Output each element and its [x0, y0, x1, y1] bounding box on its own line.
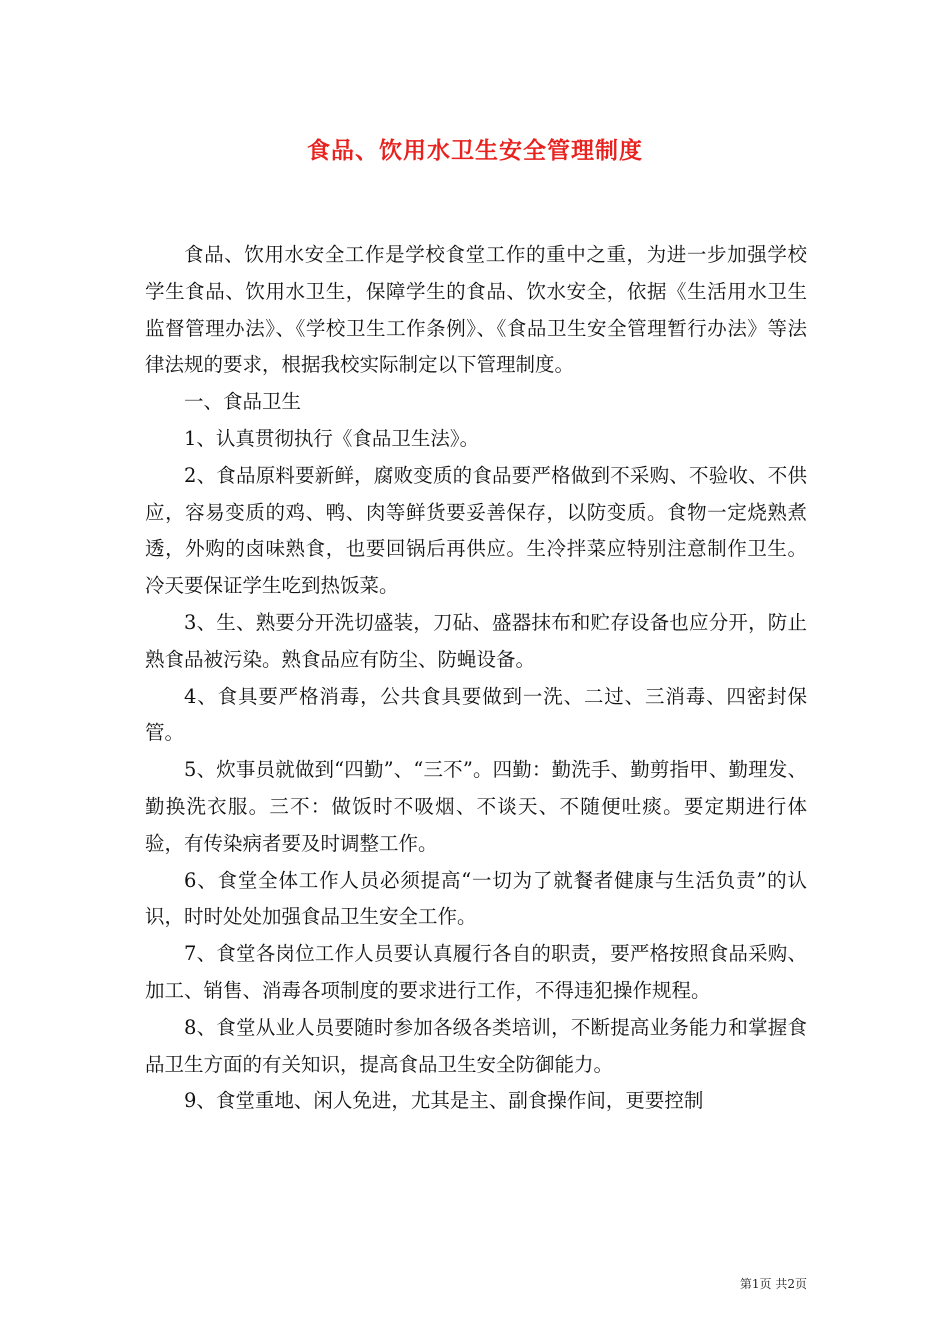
page-mid: 页 共 [759, 1277, 788, 1291]
paragraph-item-2: 2、食品原料要新鲜，腐败变质的食品要严格做到不采购、不验收、不供应，容易变质的鸡、鸭、肉等鲜货要妥善保存，以防变质。食物一定烧熟煮透，外购的卤味熟食，也要回锅后再供应。生冷拌菜应特别注意制作卫生。冷天要保证学生吃到热饭菜。 [145, 463, 807, 598]
paragraph-item-8: 8、食堂从业人员要随时参加各级各类培训，不断提高业务能力和掌握食品卫生方面的有关知识，提高食品卫生安全防御能力。 [145, 1015, 807, 1076]
page-prefix: 第 [739, 1277, 752, 1291]
document-body [145, 237, 807, 1120]
section-heading-food-hygiene: 一、食品卫生 [184, 390, 302, 414]
page-number-footer [660, 1276, 807, 1292]
paragraph-item-1: 1、认真贯彻执行《食品卫生法》。 [184, 426, 480, 450]
paragraph-intro: 食品、饮用水安全工作是学校食堂工作的重中之重，为进一步加强学校学生食品、饮用水卫生，保障学生的食品、饮水安全，依据《生活用水卫生监督管理办法》、《学校卫生工作条例》、《食品卫生安全管理暂行办法》等法律法规的要求，根据我校实际制定以下管理制度。 [145, 243, 807, 377]
paragraph-item-6: 6、食堂全体工作人员必须提高“一切为了就餐者健康与生活负责”的认识，时时处处加强食品卫生安全工作。 [145, 868, 807, 929]
paragraph-item-4: 4、食具要严格消毒，公共食具要做到一洗、二过、三消毒、四密封保管。 [145, 684, 807, 745]
paragraph-item-7: 7、食堂各岗位工作人员要认真履行各自的职责，要严格按照食品采购、加工、销售、消毒各项制度的要求进行工作，不得违犯操作规程。 [145, 942, 807, 1002]
paragraph-item-3: 3、生、熟要分开洗切盛装，刀砧、盛器抹布和贮存设备也应分开，防止熟食品被污染。熟食品应有防尘、防蝇设备。 [145, 610, 807, 671]
page-suffix: 页 [794, 1277, 807, 1291]
paragraph-item-9: 9、食堂重地、闲人免进，尤其是主、副食操作间，更要控制 [184, 1089, 704, 1113]
document-title: 食品、饮用水卫生安全管理制度 [307, 137, 643, 164]
page-current: 1 [751, 1277, 760, 1291]
paragraph-item-5: 5、炊事员就做到“四勤”、“三不”。四勤：勤洗手、勤剪指甲、勤理发、勤换洗衣服。三不：做饭时不吸烟、不谈天、不随便吐痰。要定期进行体验，有传染病者要及时调整工作。 [145, 758, 807, 855]
page-total: 2 [787, 1277, 795, 1291]
